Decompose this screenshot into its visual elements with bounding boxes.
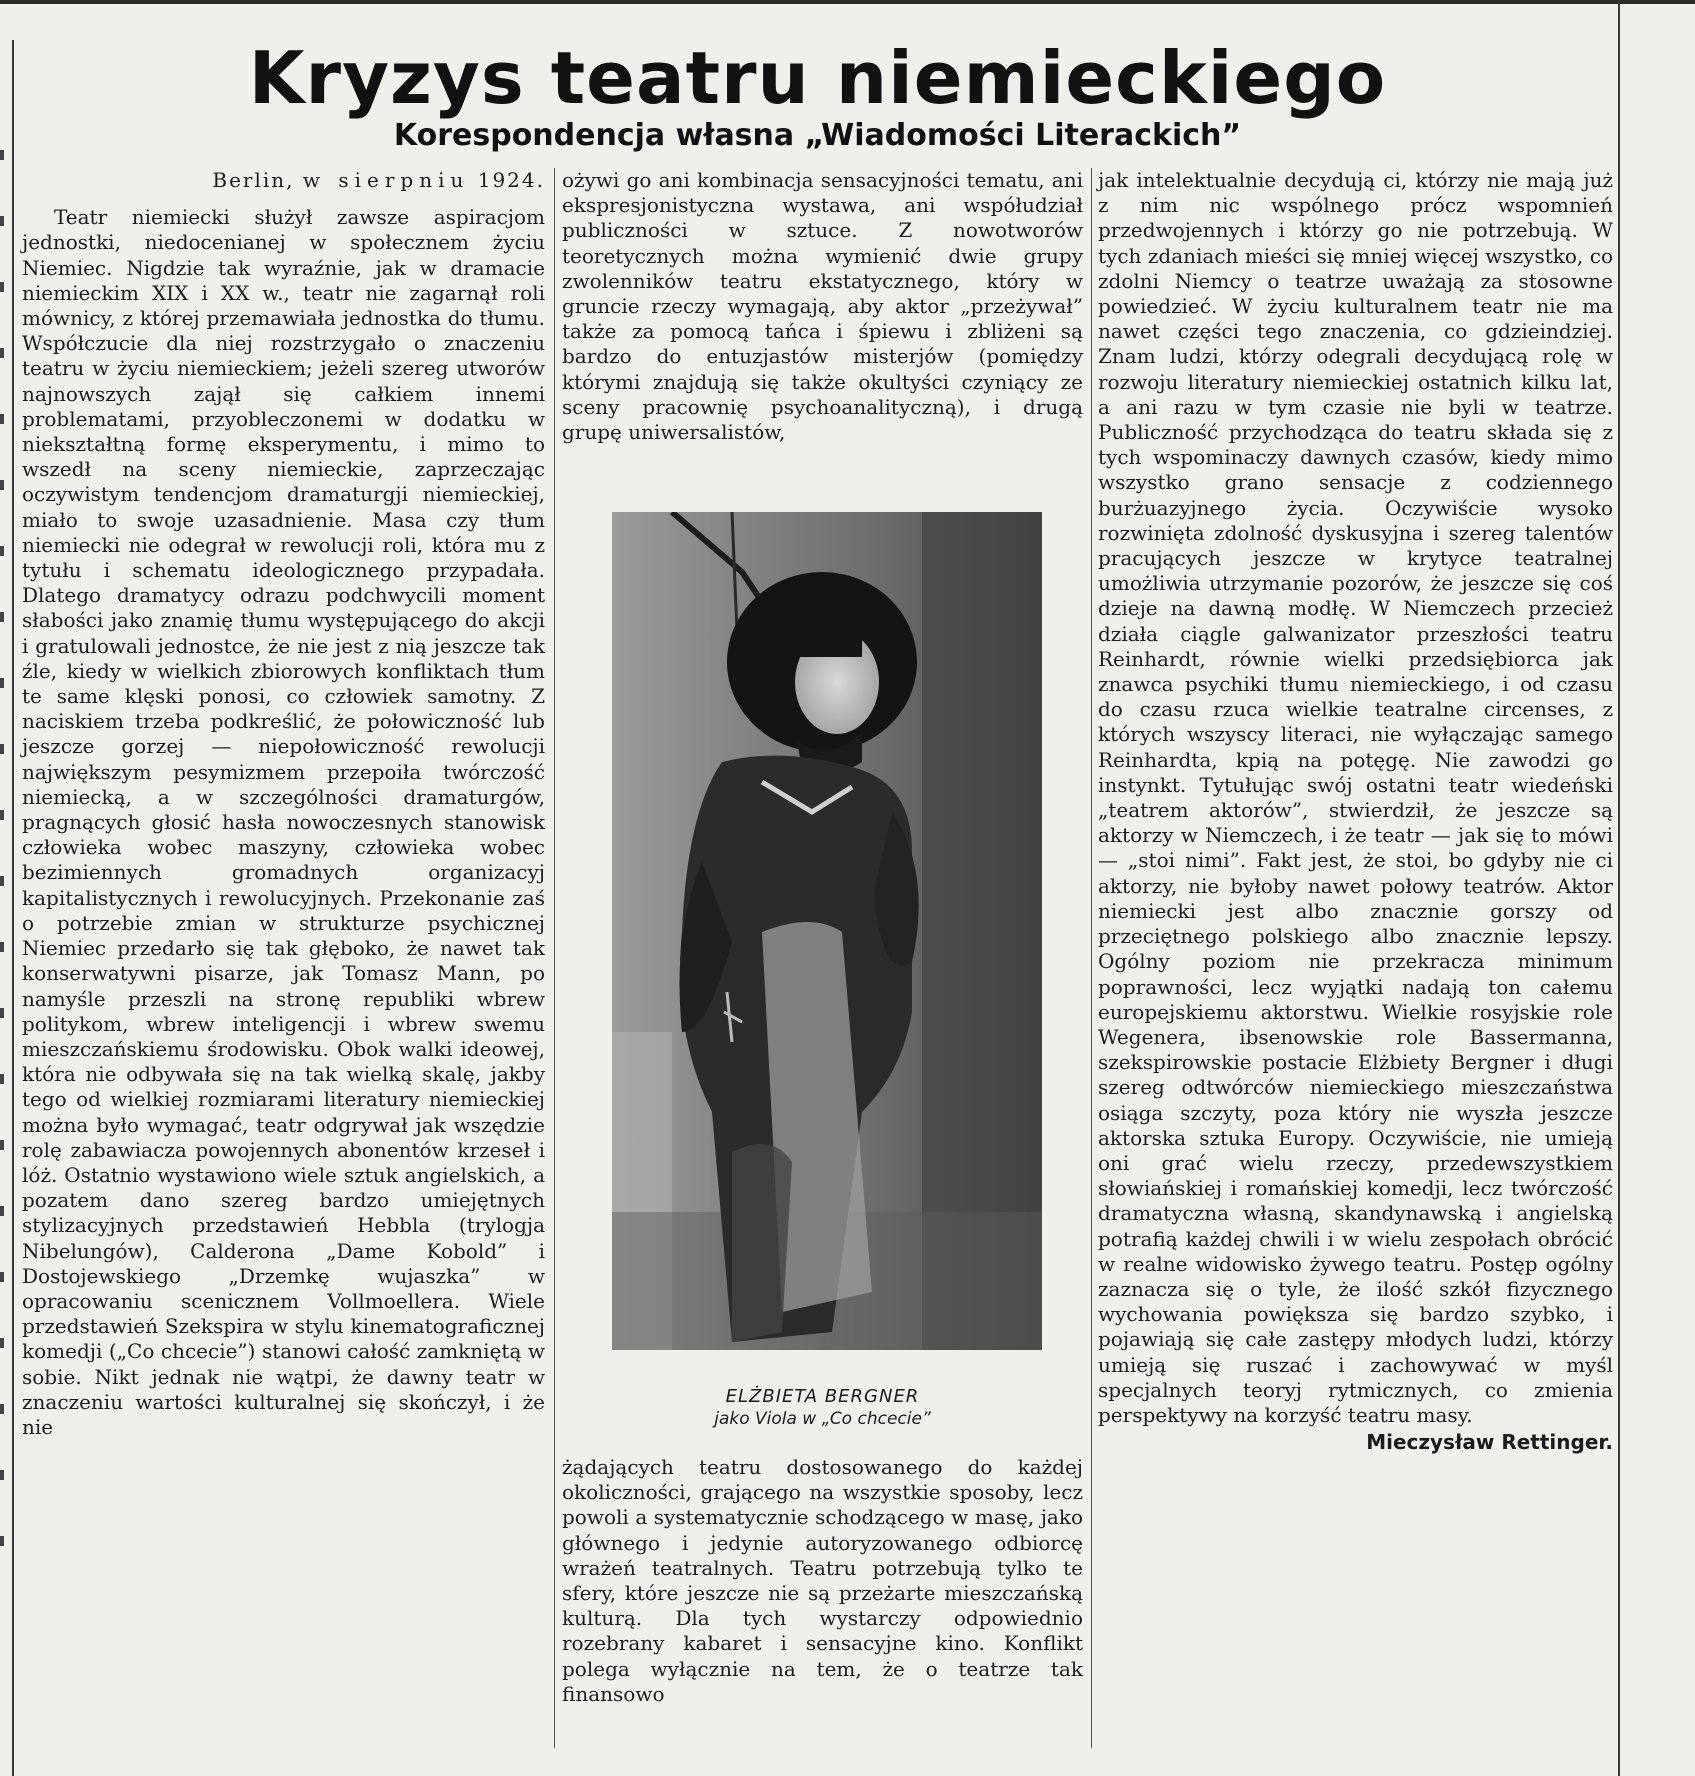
portrait-photo-image	[612, 512, 1042, 1350]
caption-role: jako Viola w „Co chcecie”	[714, 1409, 931, 1429]
right-margin-rule	[1618, 0, 1620, 1776]
column-2-bottom-text: żądających teatru dostosowanego do każdej okoliczności, grającego na wszystkie sposoby, lecz powoli a systematycznie schodzącego w masę, jako głównego i jedynie autoryzowanego odbiorcę wrażeń teatralnych. Teatru potrzebują tylko te sfery, które jeszcze nie są przeżarte mieszczańską kulturą. Dla tych wystarczy odpowiednio rozebrany kabaret i sensacyjne kino. Konflikt polega wyłącznie na tem, że o teatrze tak finansowo	[562, 1455, 1083, 1706]
column-separator	[1091, 168, 1092, 1748]
author-signature: Mieczysław Rettinger.	[1366, 1430, 1613, 1455]
article-column-2	[562, 168, 1083, 445]
article-column-3	[1098, 168, 1613, 1455]
article-subtitle: Korespondencja własna „Wiadomości Literackich”	[393, 118, 1242, 153]
portrait-photo	[612, 512, 1042, 1350]
caption-name: ELŻBIETA BERGNER	[725, 1386, 920, 1407]
article-column-2-continued	[562, 1455, 1083, 1707]
column-2-top-text: ożywi go ani kombinacja sensacyjności tematu, ani ekspresjonistyczna wystawa, ani współudział publiczności w sztuce. Z nowotworów teoretycznych można wymienić dwie grupy zwolenników teatru ekstatycznego, który w gruncie rzeczy wymagają, aby aktor „przeżywał” także za pomocą tańca i śpiewu i zbliżeni są bardzo do entuzjastów misterjów (pomiędzy którymi znajdują się także okultyści czyniący ze sceny pracownię psychoanalityczną), i drugą grupę uniwersalistów,	[562, 168, 1083, 445]
left-column-rule	[12, 40, 14, 1776]
column-3-text: jak intelektualnie decydują ci, którzy nie mają już z nim nic wspólnego prócz wspomnień przedwojennych i którzy go nie potrzebują. W tych zdaniach mieści się mniej więcej wszystko, co zdolni Niemcy o teatrze uważają za stosowne powiedzieć. W życiu kulturalnem teatr nie ma nawet części tego znaczenia, co gdzieindziej. Znam ludzi, którzy odegrali decydującą rolę w rozwoju literatury niemieckiej ostatnich kilku lat, a ani razu w tym czasie nie byli w teatrze. Publiczność przychodząca do teatru składa się z tych wspominaczy dawnych czasów, kiedy mimo wszystko grano sensacje z codziennego burżuazyjnego życia. Oczywiście wysoko rozwinięta zdolność dyskusyjna i szereg talentów pracujących jeszcze w krytyce teatralnej umożliwia utrzymanie pozorów, że jeszcze się coś dzieje na dawną modłę. W Niemczech przecież działa ciągle galwanizator przeszłości teatru Reinhardt, równie wielki przedsiębiorca jak znawca psychiki tłumu niemieckiego, i od czasu do czasu rzuca wielkie teatralne circenses, z których wszyscy literaci, nie wyłączając samego Reinhardta, kpią na potęgę. Nie zawodzi go instynkt. Tytułując swój ostatni teatr wiedeński „teatrem aktorów”, stwierdził, że jeszcze są aktorzy w Niemczech, i że teatr — jak się to mówi — „stoi nimi”. Fakt jest, że stoi, bo gdyby nie ci aktorzy, nie byłoby nawet połowy teatrów. Aktor niemiecki jest albo znacznie gorszy od przeciętnego polskiego albo znacznie lepszy. Ogólny poziom nie przekracza minimum poprawności, lecz wyjątki nadają ton całemu europejskiemu aktorstwu. Wielkie rosyjskie role Wegenera, ibsenowskie role Bassermanna, szekspirowskie postacie Elżbiety Bergner i długi szereg odtwórców niemieckiego mieszczaństwa osiąga szczyty, poza który nie wyszła jeszcze aktorska sztuka Europy. Oczywiście, nie umieją oni grać wielu rzeczy, przedewszystkiem słowiańskiej i romańskiej komedji, lecz twórczość dramatyczna własną, skandynawską i angielską potrafią każdej chwili i w wielu zespołach obrócić w realne widowisko żywego teatru. Postęp ogólny zaznacza się o tyle, że ilość szkół fizycznego wychowania powiększa się bardzo szybko, i pojawiają się całe zastępy młodych ludzi, którzy umieją się ruszać i zachowywać w myśl specjalnych teoryj rytmicznych, co zmienia perspektywy na korzyść teatru masy.	[1098, 168, 1613, 1427]
photo-caption	[562, 1386, 1083, 1430]
page-top-rule	[0, 0, 1695, 4]
dateline-year: 1924.	[477, 168, 545, 192]
column-separator	[554, 168, 555, 1748]
column-1-text: Teatr niemiecki służył zawsze aspiracjom jednostki, niedocenianej w społecznem życiu Niemiec. Nigdzie tak wyraźnie, jak w dramacie niemieckim XIX i XX w., teatr nie zagarnął roli mównicy, z której przemawiała jednostka do tłumu. Współczucie dla niej rozstrzygało o znaczeniu teatru w życiu niemieckiem; jeżeli szereg utworów najnowszych zajął się całkiem innemi problematami, przyobleczonemi w dodatku w niekształtną formę eksperymentu, i mimo to wszedł na sceny niemieckie, zaprzeczając oczywistym tendencjom dramaturgji niemieckiej, miało to swoje uzasadnienie. Masa czy tłum niemiecki nie odegrał w rewolucji roli, która mu z tytułu i schematu ideologicznego przypadała. Dlatego dramatycy odrazu podchwycili moment słabości jako znamię tłumu występującego do akcji i gratulowali jednostce, że nie jest z nią jeszcze tak źle, kiedy w wielkich zbiorowych konfliktach tłum te same klęski ponosi, co człowiek samotny. Z naciskiem trzeba podkreślić, że połowiczność lub jeszcze gorzej — niepołowiczność rewolucji największym pesymizmem przepoiła twórczość niemiecką, a w szczególności dramaturgów, pragnących głosić hasła nowoczesnych stanowisk człowieka wobec maszyny, człowieka wobec bezimiennych gromadnych organizacyj kapitalistycznych i rewolucyjnych. Przekonanie zaś o potrzebie zmian w strukturze psychicznej Niemiec przedarło się tak głęboko, że nawet tak konserwatywni pisarze, jak Tomasz Mann, po namyśle przeszli na stronę republiki wbrew politykom, wbrew inteligencji i wbrew swemu mieszczańskiemu środowisku. Obok walki ideowej, która nie odbywała się na tak wielką skalę, jakby tego od wielkiej rozmiarami literatury niemieckiej można było wymagać, teatr odgrywał jak wszędzie rolę zabawiacza powojennych abonentów krzeseł i lóż. Ostatnio wystawiono wiele sztuk angielskich, a pozatem dano szereg bardzo umiejętnych stylizacyjnych przedstawień Hebbla (trylogja Nibelungów), Calderona „Dame Kobold” i Dostojewskiego „Drzemkę wujaszka” w opracowaniu scenicznem Vollmoellera. Wiele przedstawień Szekspira w stylu kinematograficznej komedji („Co chcecie”) stanowi całość zamkniętą w sobie. Nikt jednak nie wątpi, że dawny teatr w znaczeniu wartości kulturalnej się skończył, i że nie	[22, 205, 545, 1439]
dateline	[22, 168, 545, 193]
article-column-1	[22, 168, 545, 1440]
dateline-city: Berlin,	[212, 168, 295, 192]
article-title: Kryzys teatru niemieckiego	[248, 36, 1387, 120]
dateline-month: w sierpniu	[302, 168, 470, 192]
cropped-left-column-fragments	[0, 150, 10, 1602]
